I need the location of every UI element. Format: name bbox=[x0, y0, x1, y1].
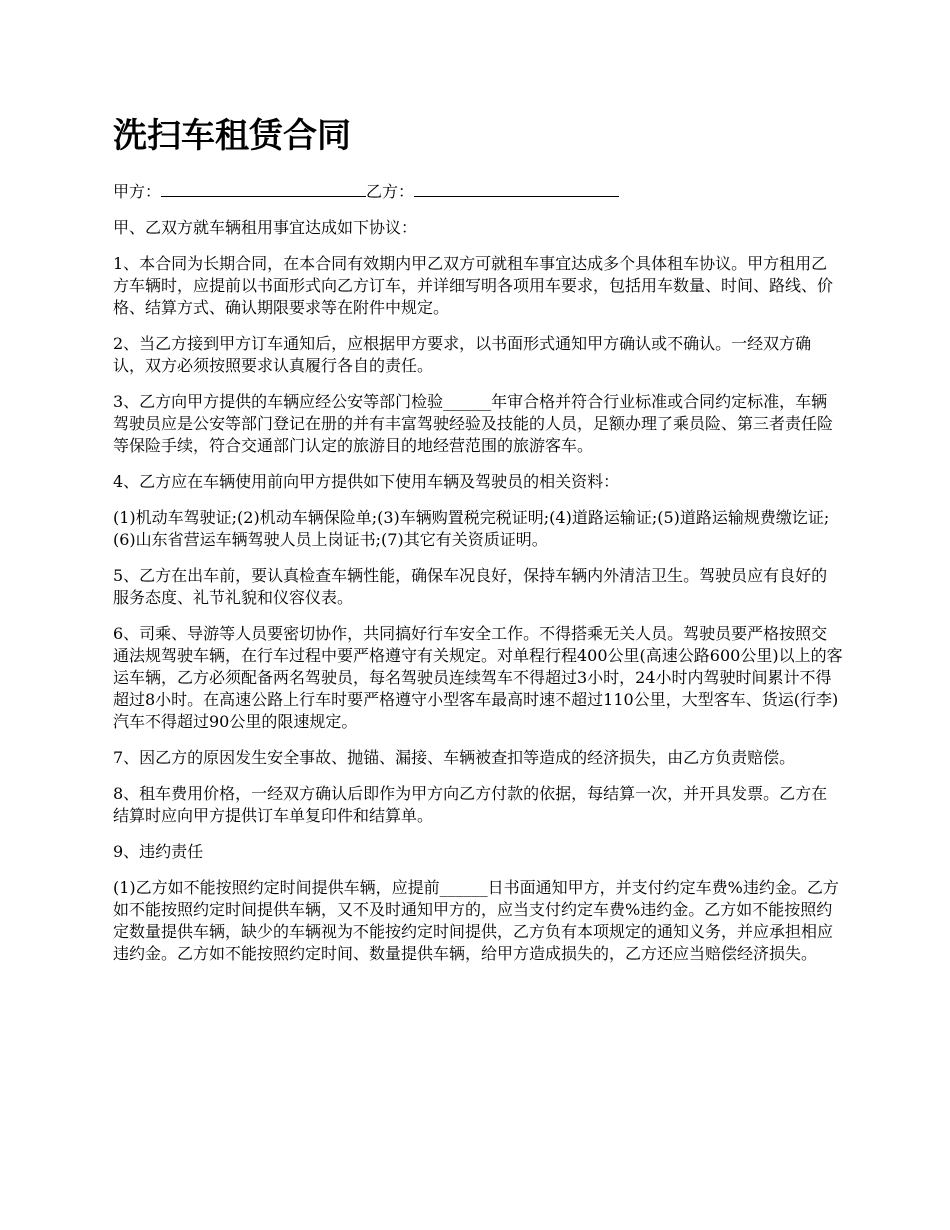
clause-7: 7、因乙方的原因发生安全事故、抛锚、漏接、车辆被查扣等造成的经济损失，由乙方负责赔偿。 bbox=[113, 748, 796, 767]
party-b-label: 乙方： bbox=[366, 182, 415, 201]
clause-9-1: (1)乙方如不能按照约定时间提供车辆，应提前______日书面通知甲方，并支付约定车费%违约金。乙方如不能按照约定时间提供车辆，又不及时通知甲方的，应当支付约定车费%违约金。乙方如不能按照约定数量提供车辆，缺少的车辆视为不能按约定时间提供，乙方负有本项规定的通知义务，并应承担相应违约金。乙方如不能按照约定时间、数量提供车辆，给甲方造成损失的，乙方还应当赔偿经济损失。 bbox=[113, 878, 839, 963]
clause-3: 3、乙方向甲方提供的车辆应经公安等部门检验______年审合格并符合行业标准或合同约定标准，车辆驾驶员应是公安等部门登记在册的并有丰富驾驶经验及技能的人员，足额办理了乘员险、第三者责任险等保险手续，符合交通部门认定的旅游目的地经营范围的旅游客车。 bbox=[113, 392, 834, 455]
parties-line bbox=[113, 180, 843, 203]
document-title: 洗扫车租赁合同 bbox=[113, 116, 351, 156]
clause-5: 5、乙方在出车前，要认真检查车辆性能，确保车况良好，保持车辆内外清洁卫生。驾驶员应有良好的服务态度、礼节礼貌和仪容仪表。 bbox=[113, 566, 828, 607]
contract-page bbox=[113, 112, 843, 979]
clause-8: 8、租车费用价格，一经双方确认后即作为甲方向乙方付款的依据，每结算一次，并开具发票。乙方在结算时应向甲方提供订车单复印件和结算单。 bbox=[113, 784, 828, 825]
clause-6: 6、司乘、导游等人员要密切协作，共同搞好行车安全工作。不得搭乘无关人员。驾驶员要严格按照交通法规驾驶车辆，在行车过程中要严格遵守有关规定。对单程行程400公里(高速公路600公里)以上的客运车辆，乙方必须配备两名驾驶员，每名驾驶员连续驾车不得超过3小时，24小时内驾驶时间累计不得超过8小时。在高速公路上行车时要严格遵守小型客车最高时速不超过110公里，大型客车、货运(行李)汽车不得超过90公里的限速规定。 bbox=[113, 624, 843, 731]
clause-2: 2、当乙方接到甲方订车通知后，应根据甲方要求，以书面形式通知甲方确认或不确认。一经双方确认，双方必须按照要求认真履行各自的责任。 bbox=[113, 334, 812, 375]
clause-1: 1、本合同为长期合同，在本合同有效期内甲乙双方可就租车事宜达成多个具体租车协议。甲方租用乙方车辆时，应提前以书面形式向乙方订车，并详细写明各项用车要求，包括用车数量、时间、路线、价格、结算方式、确认期限要求等在附件中规定。 bbox=[113, 254, 834, 317]
intro-paragraph: 甲、乙双方就车辆租用事宜达成如下协议： bbox=[113, 218, 418, 237]
party-a-label: 甲方： bbox=[113, 182, 162, 201]
party-a-blank[interactable] bbox=[161, 180, 366, 197]
clause-9-heading: 9、违约责任 bbox=[113, 842, 204, 861]
clause-4-materials: (1)机动车驾驶证;(2)机动车辆保险单;(3)车辆购置税完税证明;(4)道路运输证;(5)道路运输规费缴讫证;(6)山东省营运车辆驾驶人员上岗证书;(7)其它有关资质证明。 bbox=[113, 508, 830, 549]
clause-4: 4、乙方应在车辆使用前向甲方提供如下使用车辆及驾驶员的相关资料： bbox=[113, 472, 620, 491]
party-b-blank[interactable] bbox=[414, 180, 619, 197]
